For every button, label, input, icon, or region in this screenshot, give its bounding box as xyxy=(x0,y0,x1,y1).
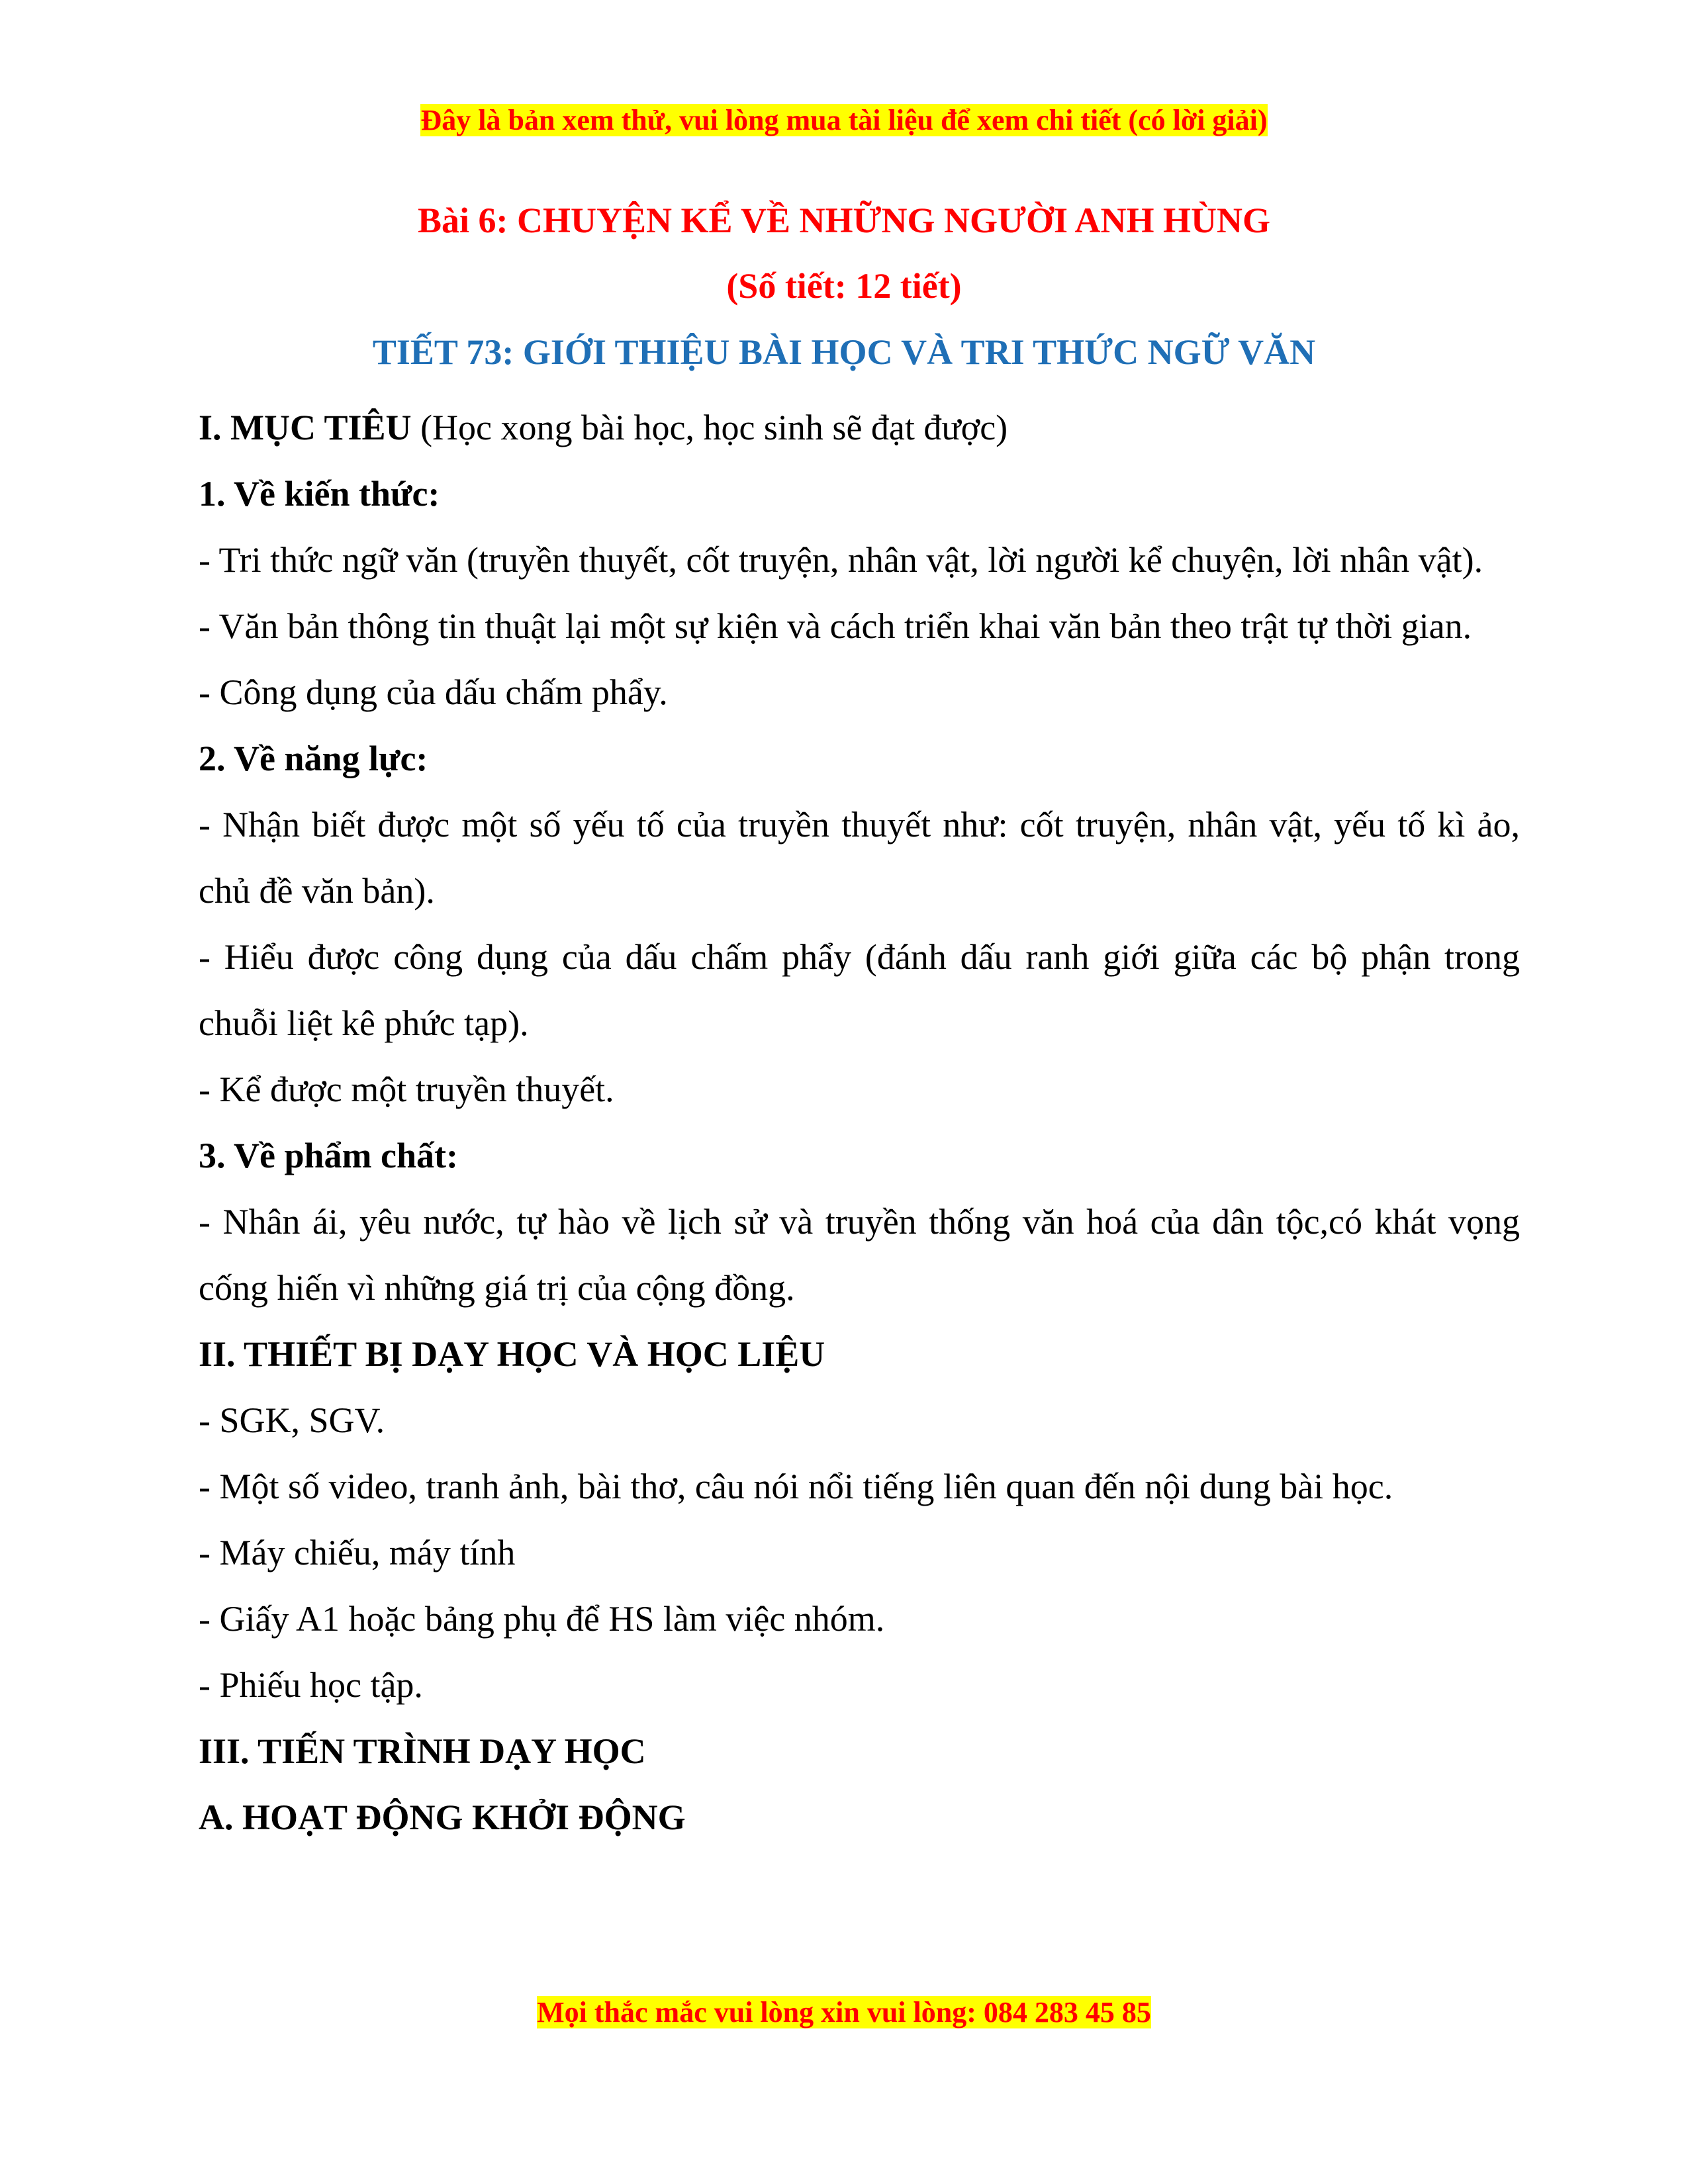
list-item: - Giấy A1 hoặc bảng phụ để HS làm việc nhóm. xyxy=(199,1599,885,1639)
warmup-heading: A. HOẠT ĐỘNG KHỞI ĐỘNG xyxy=(199,1797,686,1837)
competence-heading: 2. Về năng lực: xyxy=(199,739,428,778)
contact-notice: Mọi thắc mắc vui lòng xin vui lòng: 084 283 45 85 xyxy=(537,1996,1151,2028)
objectives-heading: I. MỤC TIÊU xyxy=(199,408,412,447)
list-item: - Nhân ái, yêu nước, tự hào về lịch sử và truyền thống văn hoá của dân tộc,có khát vọng cống hiến vì những giá trị của cộng đồng. xyxy=(199,1202,1520,1308)
qualities-heading: 3. Về phẩm chất: xyxy=(199,1136,459,1175)
lesson-title: Bài 6: CHUYỆN KỂ VỀ NHỮNG NGƯỜI ANH HÙNG xyxy=(417,201,1271,240)
list-item: - Một số video, tranh ảnh, bài thơ, câu nói nổi tiếng liên quan đến nội dung bài học. xyxy=(199,1467,1393,1506)
knowledge-heading: 1. Về kiến thức: xyxy=(199,474,440,514)
section-objectives-heading xyxy=(199,394,1520,461)
list-item: - Phiếu học tập. xyxy=(199,1665,423,1705)
list-item: - Máy chiếu, máy tính xyxy=(199,1533,516,1572)
equipment-heading: II. THIẾT BỊ DẠY HỌC VÀ HỌC LIỆU xyxy=(199,1334,825,1374)
contact-banner xyxy=(0,1994,1688,2031)
list-item: - Kể được một truyền thuyết. xyxy=(199,1069,614,1109)
preview-banner xyxy=(0,102,1688,139)
list-item: - Nhận biết được một số yếu tố của truyền thuyết như: cốt truyện, nhân vật, yếu tố kì ảo, chủ đề văn bản). xyxy=(199,805,1520,911)
process-heading: III. TIẾN TRÌNH DẠY HỌC xyxy=(199,1731,646,1771)
document-body xyxy=(199,394,1520,1850)
list-item: - Tri thức ngữ văn (truyền thuyết, cốt truyện, nhân vật, lời người kể chuyện, lời nhân vật). xyxy=(199,540,1483,580)
lesson-periods: (Số tiết: 12 tiết) xyxy=(726,266,962,306)
period-title: TIẾT 73: GIỚI THIỆU BÀI HỌC VÀ TRI THỨC NGỮ VĂN xyxy=(372,332,1316,372)
list-item: - Công dụng của dấu chấm phẩy. xyxy=(199,672,668,712)
preview-notice: Đây là bản xem thử, vui lòng mua tài liệu để xem chi tiết (có lời giải) xyxy=(420,104,1268,136)
list-item: - Văn bản thông tin thuật lại một sự kiện và cách triển khai văn bản theo trật tự thời gian. xyxy=(199,606,1472,646)
list-item: - SGK, SGV. xyxy=(199,1400,385,1440)
objectives-note: (Học xong bài học, học sinh sẽ đạt được) xyxy=(411,408,1008,447)
list-item: - Hiểu được công dụng của dấu chấm phẩy (đánh dấu ranh giới giữa các bộ phận trong chuỗi liệt kê phức tạp). xyxy=(199,937,1520,1043)
